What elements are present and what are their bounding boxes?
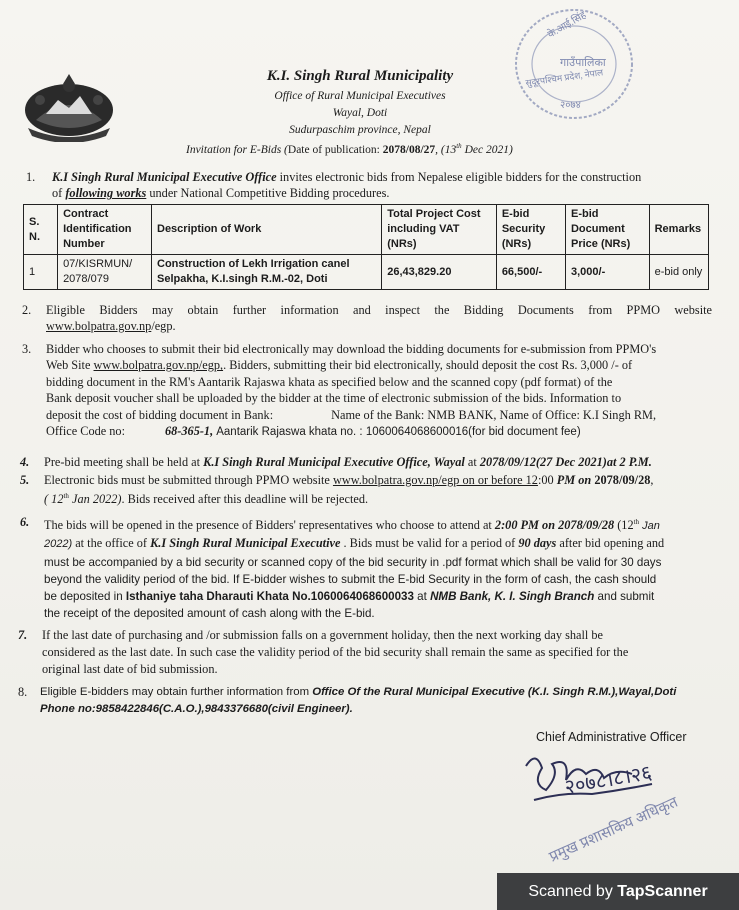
paragraph-1: K.I Singh Rural Municipal Executive Office invites electronic bids from Nepalese eligible bidders for the construction of following works under National Competitive Bidding procedures. [52,170,642,201]
signatory-title: Chief Administrative Officer [536,730,687,744]
nepal-emblem-icon [18,70,120,142]
item-number-1: 1. [26,170,36,184]
stamp-line-1: के.आई.सिंह [546,9,589,41]
address-line-2: Sudurpaschim province, Nepal [289,124,431,136]
cell-security: 66,500/- [496,255,565,290]
tapscanner-watermark-banner: Scanned by TapScanner [497,873,739,910]
cell-description: Construction of Lekh Irrigation canel Selpakha, K.I.singh R.M.-02, Doti [152,255,382,290]
header-total-cost: Total Project Cost including VAT (NRs) [382,205,497,255]
signature-date: २०७८।८।२६ [563,761,654,799]
item-number-3: 3. [22,342,32,356]
paragraph-7: If the last date of purchasing and /or submission falls on a government holiday, then the next working day shall be considered as the last date. In such case the validity period of the bid security shall remain the same as specified for the original last date of bid submission. [42,628,629,676]
header-remarks: Remarks [649,205,708,255]
item-number-7: 7. [18,628,28,642]
stamp-line-3: सुदूरपश्चिम प्रदेश, नेपाल [524,67,604,88]
header-doc-price: E-bid Document Price (NRs) [565,205,649,255]
table-row [24,255,709,290]
paragraph-2-link-line: www.bolpatra.gov.np/egp. [46,319,176,333]
header-security: E-bid Security (NRs) [496,205,565,255]
paragraph-3: Bidder who chooses to submit their bid electronically may download the bidding documents for e-submission from PPMO's Web Site www.bolpatra.gov.np/egp,. Bidders, submitting their bid electronically, should deposit the cost Rs. 3,000 /- of bidding document in the RM's Aantarik Rajaswa khata as specified below and the scanned copy (pdf format) of the Bank deposit voucher shall be uploaded by the bidder at the time of electronic submission of the bids. Information to deposit the cost of bidding document in Bank: Name of the Bank: NMB BANK, Name of Office: K.I Singh RM, Office Code no: 68-365-1, Aantarik Rajaswa khata no. : 1060064068600016(for bid document fee) [46,342,657,439]
paragraph-8: Eligible E-bidders may obtain further information from Office Of the Rural Municipal Executive (K.I. Singh R.M.),Wayal,Doti Phone no:9858422846(C.A.O.),9843376680(civil Engineer). [40,686,677,715]
cell-contract-id: 07/KISRMUN/ 2078/079 [58,255,152,290]
municipality-title: K.I. Singh Rural Municipality [266,68,454,84]
item-number-4: 4. [20,455,30,469]
paragraph-2: Eligible Bidders may obtain further information and inspect the Bidding Documents from PPMO website [46,303,712,317]
paragraph-6: The bids will be opened in the presence of Bidders' representatives who choose to attend at 2:00 PM on 2078/09/28 (12th Jan 2022) at the office of K.I Singh Rural Municipal Executive . Bids must be valid for a period of 90 days after bid opening and must be accompanied by a bid security or scanned copy of the bid security in .pdf format which shall be valid for 30 days beyond the validity period of the bid. If E-bidder wishes to submit the E-bid Security in the form of cash, the cash should be deposited in Isthaniye taha Dharauti Khata No.1060064068600033 at NMB Bank, K. I. Singh Branch and submit the receipt of the deposited amount of cash along with the E-bid. [44,518,665,621]
bolpatra-egp-link[interactable]: www.bolpatra.gov.np/egp, [93,358,224,373]
item-number-2: 2. [22,303,32,317]
signature-stamp [512,744,712,874]
header-description: Description of Work [152,205,382,255]
address-line-1: Wayal, Doti [332,107,388,119]
paragraph-5: Electronic bids must be submitted through PPMO website www.bolpatra.gov.np/egp on or before 12:00 PM on 2078/09/28, ( 12th Jan 2022). Bids received after this deadline will be rejected. [44,473,654,507]
office-name: Office of Rural Municipal Executives [274,90,446,102]
office-seal-stamp [512,4,636,122]
cell-remarks: e-bid only [649,255,708,290]
stamp-line-2: गाउँपालिका [560,57,606,69]
item-number-6: 6. [20,515,30,529]
cell-sn: 1 [24,255,58,290]
table-header-row [24,205,709,255]
header-contract-id: Contract Identification Number [58,205,152,255]
stamp-designation: प्रमुख प्रशासकिय अधिकृत [547,794,681,866]
cell-total-cost: 26,43,829.20 [382,255,497,290]
cell-doc-price: 3,000/- [565,255,649,290]
item-number-5: 5. [20,473,30,487]
bolpatra-link[interactable]: www.bolpatra.gov.np [46,319,152,333]
bids-table [23,204,709,290]
stamp-year: २०७४ [560,100,581,111]
invitation-line: Invitation for E-Bids (Date of publication: 2078/08/27, (13th Dec 2021) [186,142,513,156]
item-number-8: 8. [18,685,28,699]
header-sn: S. N. [24,205,58,255]
paragraph-4: Pre-bid meeting shall be held at K.I Singh Rural Municipal Executive Office, Wayal at 2078/09/12(27 Dec 2021)at 2 P.M. [44,455,652,469]
bolpatra-egp-link-2[interactable]: www.bolpatra.gov.np/egp on or before 12 [332,473,538,487]
